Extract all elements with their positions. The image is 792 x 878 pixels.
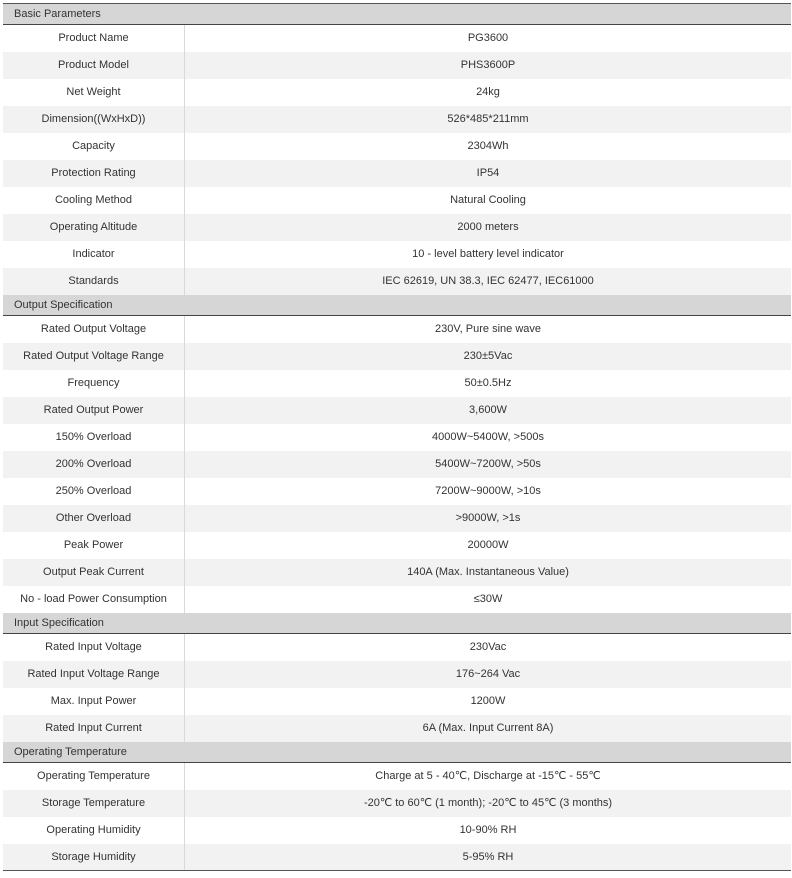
row-label: Product Model (3, 52, 185, 79)
spec-table (3, 3, 791, 871)
row-value: 230Vac (469, 641, 507, 653)
table-row (3, 241, 791, 268)
row-value: 176~264 Vac (455, 668, 521, 680)
table-row (3, 106, 791, 133)
section-header: Basic Parameters (3, 4, 791, 25)
row-label: Storage Humidity (3, 844, 185, 870)
row-value: 6A (Max. Input Current 8A) (422, 722, 554, 734)
row-value: IEC 62619, UN 38.3, IEC 62477, IEC61000 (382, 275, 594, 287)
row-value: 5400W~7200W, >50s (435, 458, 541, 470)
table-row (3, 505, 791, 532)
row-value: 230V, Pure sine wave (435, 323, 541, 335)
table-row (3, 397, 791, 424)
row-value: 140A (Max. Instantaneous Value) (407, 566, 569, 578)
table-row (3, 133, 791, 160)
row-label: Protection Rating (3, 160, 185, 187)
row-label: Frequency (3, 370, 185, 397)
row-label: Peak Power (3, 532, 185, 559)
table-row (3, 763, 791, 790)
row-value: 3,600W (469, 404, 507, 416)
table-row (3, 52, 791, 79)
row-value: Natural Cooling (450, 194, 526, 206)
table-row (3, 268, 791, 295)
row-label: Rated Input Voltage (3, 634, 185, 661)
table-row (3, 715, 791, 742)
table-row (3, 661, 791, 688)
table-row (3, 160, 791, 187)
row-value: 2304Wh (467, 140, 509, 152)
row-label: Rated Input Voltage Range (3, 661, 185, 688)
row-label: Product Name (3, 25, 185, 52)
table-row (3, 478, 791, 505)
row-label: Rated Input Current (3, 715, 185, 742)
table-row (3, 25, 791, 52)
table-row (3, 790, 791, 817)
row-label: Dimension((WxHxD)) (3, 106, 185, 133)
row-value: 4000W~5400W, >500s (432, 431, 544, 443)
row-value: Charge at 5 - 40℃, Discharge at -15℃ - 55℃ (375, 770, 601, 782)
row-label: 250% Overload (3, 478, 185, 505)
row-value: PG3600 (467, 32, 509, 44)
table-row (3, 79, 791, 106)
row-label: Net Weight (3, 79, 185, 106)
table-row (3, 817, 791, 844)
row-value: -20℃ to 60℃ (1 month); -20℃ to 45℃ (3 months) (363, 797, 613, 809)
table-row (3, 343, 791, 370)
table-row (3, 370, 791, 397)
row-value: 50±0.5Hz (464, 377, 512, 389)
row-value: 2000 meters (457, 221, 519, 233)
row-label: Other Overload (3, 505, 185, 532)
row-value: 5-95% RH (462, 851, 514, 863)
table-row (3, 532, 791, 559)
table-row (3, 634, 791, 661)
row-label: Indicator (3, 241, 185, 268)
row-value: 230±5Vac (463, 350, 513, 362)
row-label: Cooling Method (3, 187, 185, 214)
row-label: Storage Temperature (3, 790, 185, 817)
row-value: 20000W (467, 539, 509, 551)
table-row (3, 316, 791, 343)
row-label: Operating Humidity (3, 817, 185, 844)
row-value: PHS3600P (460, 59, 516, 71)
row-label: Operating Altitude (3, 214, 185, 241)
row-label: Rated Output Voltage Range (3, 343, 185, 370)
row-value: >9000W, >1s (455, 512, 521, 524)
table-row (3, 559, 791, 586)
row-value: 10-90% RH (459, 824, 517, 836)
row-label: Operating Temperature (3, 763, 185, 790)
row-label: Capacity (3, 133, 185, 160)
table-row (3, 688, 791, 715)
section-header: Operating Temperature (3, 742, 791, 763)
section-header: Input Specification (3, 613, 791, 634)
row-label: 200% Overload (3, 451, 185, 478)
row-label: No - load Power Consumption (3, 586, 185, 613)
row-label: Max. Input Power (3, 688, 185, 715)
row-label: Standards (3, 268, 185, 295)
row-value: 526*485*211mm (447, 113, 529, 125)
table-row (3, 214, 791, 241)
row-label: Rated Output Power (3, 397, 185, 424)
row-value: 1200W (470, 695, 506, 707)
row-value: ≤30W (473, 593, 503, 605)
row-value: 7200W~9000W, >10s (435, 485, 541, 497)
row-value: 24kg (476, 86, 500, 98)
section-header: Output Specification (3, 295, 791, 316)
table-row (3, 451, 791, 478)
row-value: 10 - level battery level indicator (412, 248, 564, 260)
row-value: IP54 (476, 167, 500, 179)
table-row (3, 844, 791, 871)
table-row (3, 187, 791, 214)
table-row (3, 424, 791, 451)
table-row (3, 586, 791, 613)
row-label: 150% Overload (3, 424, 185, 451)
row-label: Rated Output Voltage (3, 316, 185, 343)
row-label: Output Peak Current (3, 559, 185, 586)
